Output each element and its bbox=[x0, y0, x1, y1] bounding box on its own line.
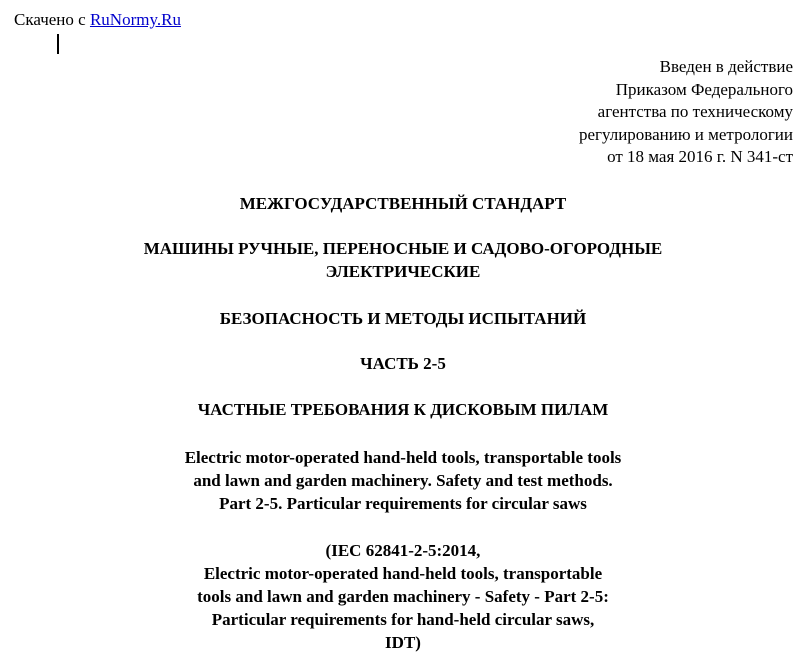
title-line: МАШИНЫ РУЧНЫЕ, ПЕРЕНОСНЫЕ И САДОВО-ОГОРОДНЫЕ bbox=[143, 239, 663, 258]
enactment-line: регулированию и метрологии bbox=[578, 124, 793, 144]
part-heading: ЧАСТЬ 2-5 bbox=[360, 354, 446, 373]
english-title-line: Part 2-5. Particular requirements for circular saws bbox=[219, 494, 587, 513]
enactment-line: Приказом Федерального bbox=[615, 79, 793, 99]
enactment-line: агентства по техническому bbox=[597, 102, 793, 121]
iec-line: Electric motor-operated hand-held tools, transportable bbox=[203, 564, 603, 583]
iec-line: Particular requirements for hand-held circular saws, bbox=[211, 610, 595, 629]
document-title bbox=[4, 237, 799, 283]
iec-line: IDT) bbox=[385, 633, 421, 652]
standard-type-heading: МЕЖГОСУДАРСТВЕННЫЙ СТАНДАРТ bbox=[239, 194, 567, 213]
iec-reference bbox=[4, 539, 799, 654]
english-title-line: and lawn and garden machinery. Safety and test methods. bbox=[193, 471, 613, 490]
source-prefix: Скачено с bbox=[14, 10, 86, 29]
safety-heading: БЕЗОПАСНОСТЬ И МЕТОДЫ ИСПЫТАНИЙ bbox=[219, 309, 587, 328]
requirements-heading: ЧАСТНЫЕ ТРЕБОВАНИЯ К ДИСКОВЫМ ПИЛАМ bbox=[197, 400, 609, 419]
source-line bbox=[14, 8, 181, 32]
runormy-link[interactable]: RuNormy.Ru bbox=[89, 10, 181, 29]
enactment-line: от 18 мая 2016 г. N 341-ст bbox=[607, 147, 793, 166]
iec-line: (IEC 62841-2-5:2014, bbox=[325, 541, 481, 560]
title-line: ЭЛЕКТРИЧЕСКИЕ bbox=[325, 262, 481, 281]
enactment-line: Введен в действие bbox=[659, 57, 793, 76]
enactment-notice bbox=[579, 56, 793, 169]
text-cursor bbox=[57, 34, 59, 54]
english-title bbox=[4, 446, 799, 515]
english-title-line: Electric motor-operated hand-held tools, transportable tools bbox=[184, 448, 622, 467]
iec-line: tools and lawn and garden machinery - Safety - Part 2-5: bbox=[197, 587, 609, 606]
